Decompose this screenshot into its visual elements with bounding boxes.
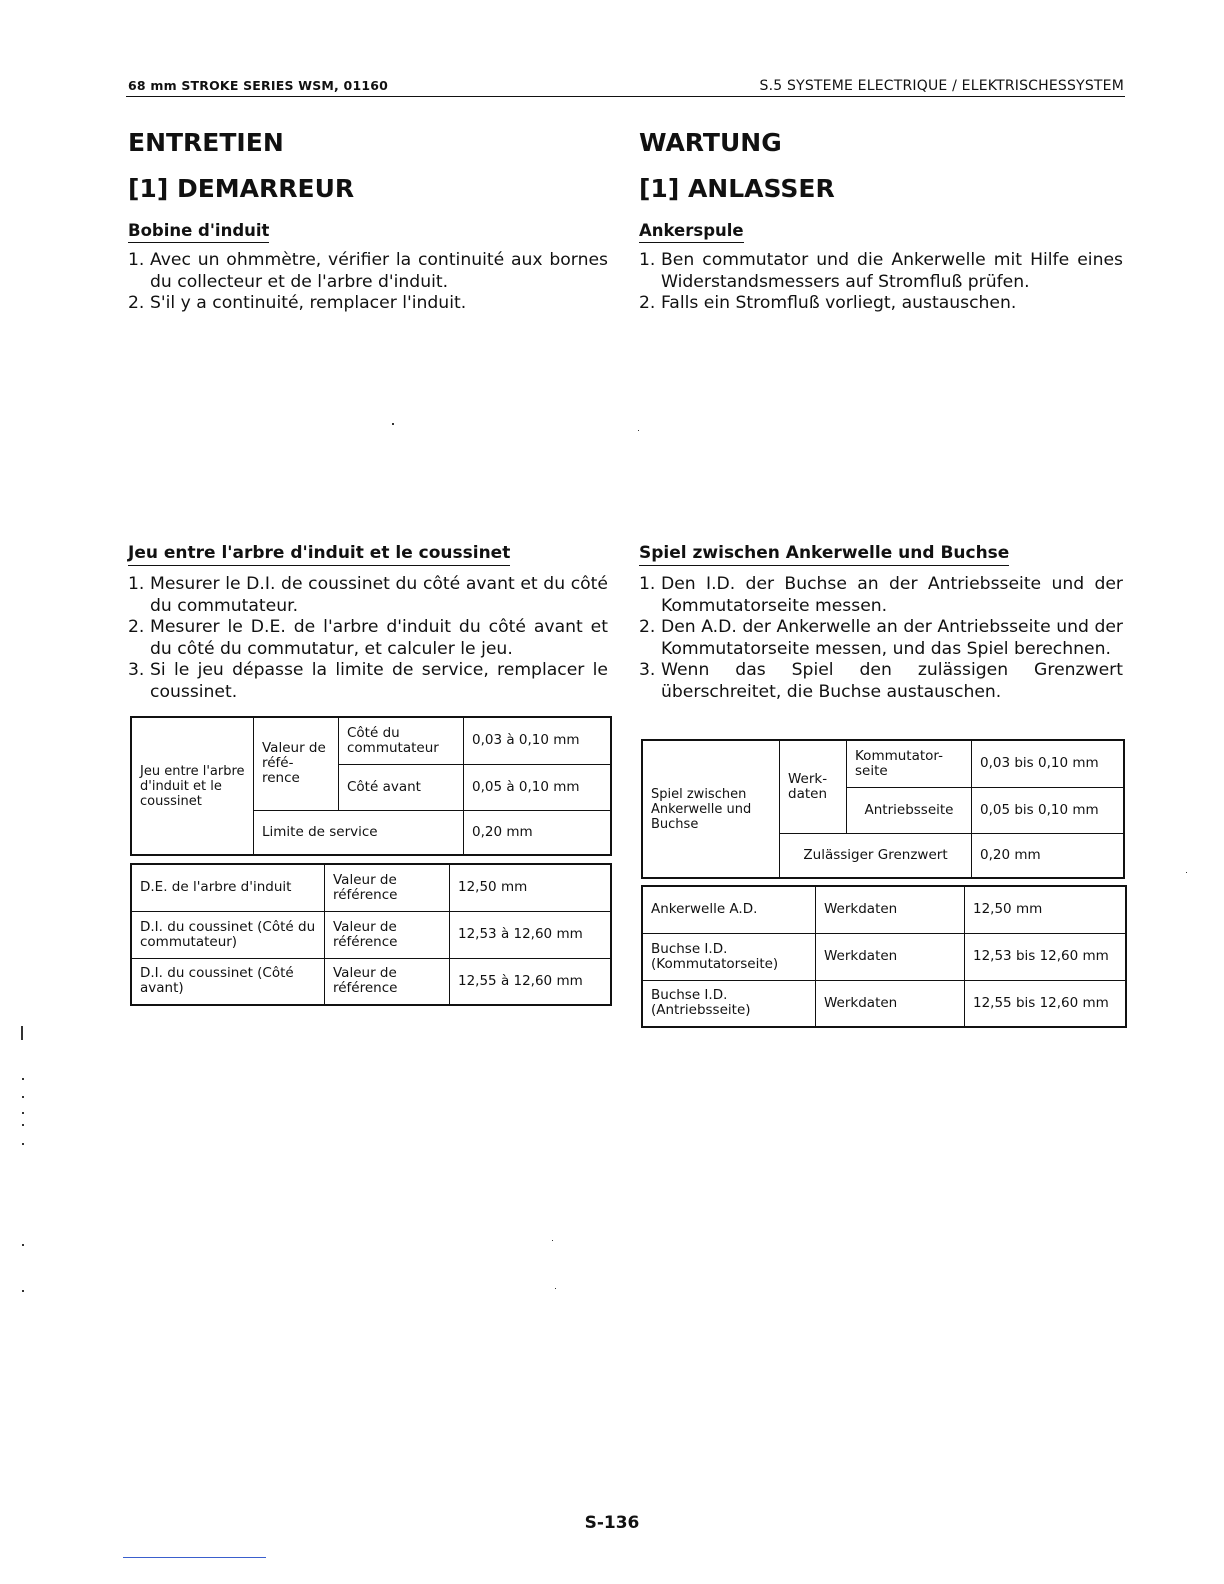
de-table1-item: Spiel zwischen Ankerwelle und Buchse [642,740,780,878]
fr-table1-side1: Côté du commutateur [339,717,464,764]
fr-armature-coil-steps [128,250,608,315]
scan-speck [392,423,394,425]
list-item: 1. Ben commutator und die Ankerwelle mit Hilfe eines Widerstandsmessers auf Stromfluß prüfen. [639,250,1123,292]
fr-armature-coil [128,221,608,315]
list-item: 2. Mesurer le D.E. de l'arbre d'induit du côté avant et du côté du commutatur, et calculer le jeu. [128,617,608,659]
table-row [642,980,1126,1027]
fr-table2-value: 12,55 à 12,60 mm [450,958,612,1005]
scan-speck [21,1026,23,1040]
table-row [131,911,611,958]
table-row [642,933,1126,980]
scan-speck [22,1244,24,1246]
scan-speck [638,430,639,431]
de-table2-item: Buchse I.D. (Kommutatorseite) [642,933,816,980]
scan-speck [1186,872,1187,873]
de-dimensions-table [641,885,1127,1028]
de-armature-coil-steps [639,250,1123,315]
de-clearance-table [641,739,1125,879]
header-rule [126,96,1125,97]
de-armature-coil [639,221,1123,315]
de-table1-ref-label: Werk-daten [780,740,847,833]
list-item: 2. S'il y a continuité, remplacer l'induit. [128,293,467,313]
fr-table2-ref: Valeur de référence [325,958,450,1005]
de-table2-item: Ankerwelle A.D. [642,886,816,933]
table-row [131,864,611,911]
de-table2-value: 12,50 mm [965,886,1127,933]
fr-table1-limit-label: Limite de service [254,810,464,855]
fr-dimensions-table [130,863,612,1006]
fr-table2-item: D.I. du coussinet (Côté du commutateur) [131,911,325,958]
de-table2-ref: Werkdaten [816,933,965,980]
fr-table2-ref: Valeur de référence [325,911,450,958]
fr-chapter-title: [1] DEMARREUR [128,174,355,203]
fr-table1-side2-value: 0,05 à 0,10 mm [464,764,612,810]
scan-speck [22,1112,24,1114]
fr-table2-value: 12,53 à 12,60 mm [450,911,612,958]
de-clearance [639,543,1123,703]
fr-armature-coil-title: Bobine d'induit [128,221,269,243]
list-item: 1. Avec un ohmmètre, vérifier la continuité aux bornes du collecteur et de l'arbre d'induit. [128,250,608,292]
de-table2-value: 12,53 bis 12,60 mm [965,933,1127,980]
page-number: S-136 [584,1513,640,1533]
fr-table2-item: D.E. de l'arbre d'induit [131,864,325,911]
fr-table1-item: Jeu entre l'arbre d'induit et le coussinet [131,717,254,855]
de-table1-side1: Kommutator-seite [847,740,972,787]
scan-speck [22,1290,24,1292]
de-armature-coil-title: Ankerspule [639,221,744,243]
header-right: S.5 SYSTEME ELECTRIQUE / ELEKTRISCHESSYSTEM [759,78,1124,94]
fr-section-title: ENTRETIEN [128,128,284,157]
de-table2-item: Buchse I.D. (Antriebsseite) [642,980,816,1027]
list-item: 3. Si le jeu dépasse la limite de service, remplacer le coussinet. [128,660,608,702]
scan-speck [555,1288,556,1289]
scan-speck [22,1096,24,1098]
fr-table1-limit-value: 0,20 mm [464,810,612,855]
scan-speck [22,1143,24,1145]
fr-table2-ref: Valeur de référence [325,864,450,911]
fr-heading-block [128,128,608,204]
footer-rule [123,1557,266,1558]
de-table1-side2-value: 0,05 bis 0,10 mm [972,787,1125,833]
scan-speck [22,1124,24,1126]
fr-table1-side2: Côté avant [339,764,464,810]
list-item: 2. Den A.D. der Ankerwelle an der Antriebsseite und der Kommutatorseite messen, und das Spiel berechnen. [639,617,1123,659]
list-item: 2. Falls ein Stromfluß vorliegt, austauschen. [639,293,1017,313]
de-table1-limit-value: 0,20 mm [972,833,1125,878]
de-heading-block [639,128,1123,204]
de-clearance-title: Spiel zwischen Ankerwelle und Buchse [639,543,1009,566]
fr-table1-ref-label: Valeur de réfé-rence [254,717,339,810]
fr-table2-item: D.I. du coussinet (Côté avant) [131,958,325,1005]
de-table2-ref: Werkdaten [816,886,965,933]
list-item: 1. Mesurer le D.I. de coussinet du côté avant et du côté du commutateur. [128,574,608,616]
table-row [642,886,1126,933]
de-table2-value: 12,55 bis 12,60 mm [965,980,1127,1027]
de-table2-ref: Werkdaten [816,980,965,1027]
de-table1-side2: Antriebsseite [847,787,972,833]
fr-clearance-steps [128,574,608,703]
list-item: 3. Wenn das Spiel den zulässigen Grenzwert überschreitet, die Buchse austauschen. [639,660,1123,702]
de-chapter-title: [1] ANLASSER [639,174,835,203]
fr-clearance-title: Jeu entre l'arbre d'induit et le coussinet [128,543,510,566]
fr-clearance-table [130,716,612,856]
de-table1-limit-label: Zulässiger Grenzwert [780,833,972,878]
de-clearance-steps [639,574,1123,703]
scan-speck [552,1240,553,1241]
fr-table2-value: 12,50 mm [450,864,612,911]
de-section-title: WARTUNG [639,128,782,157]
fr-clearance [128,543,608,703]
de-table1-side1-value: 0,03 bis 0,10 mm [972,740,1125,787]
fr-table1-side1-value: 0,03 à 0,10 mm [464,717,612,764]
table-row [131,958,611,1005]
scan-speck [22,1078,24,1080]
list-item: 1. Den I.D. der Buchse an der Antriebsseite und der Kommutatorseite messen. [639,574,1123,616]
header-left: 68 mm STROKE SERIES WSM, 01160 [128,78,389,93]
